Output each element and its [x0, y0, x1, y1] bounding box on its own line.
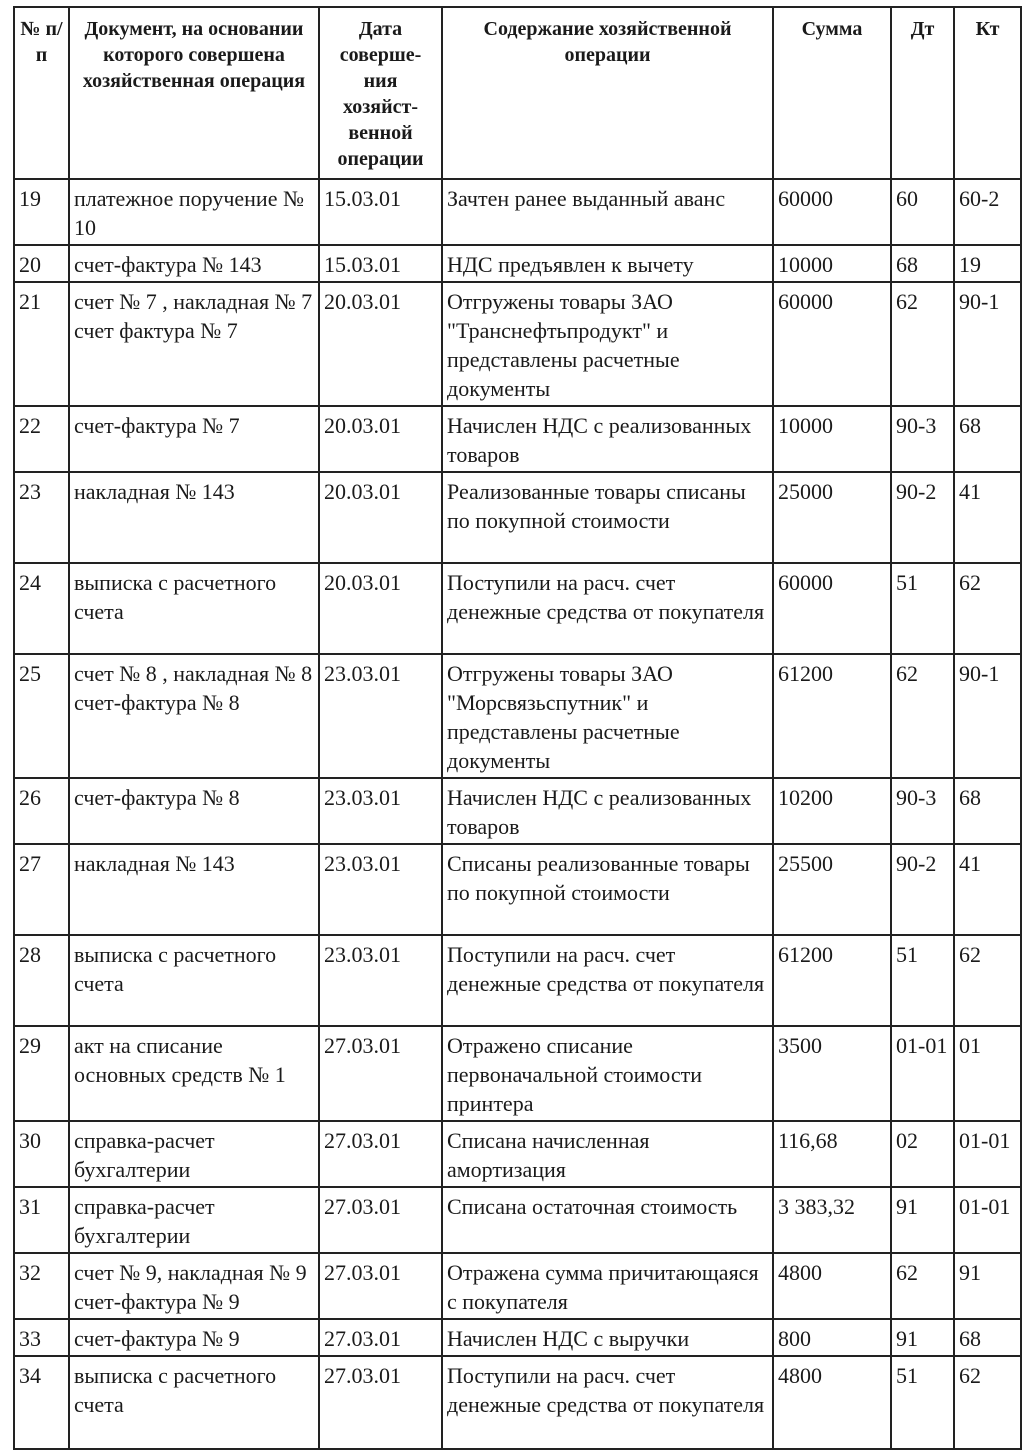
cell-document: акт на списание основных средств № 1 — [69, 1026, 319, 1121]
cell-document: накладная № 143 — [69, 844, 319, 935]
cell-sum: 60000 — [773, 282, 891, 406]
cell-document: справка-расчет бухгалтерии — [69, 1187, 319, 1253]
cell-document: счет № 8 , накладная № 8 счет-фактура № 8 — [69, 654, 319, 778]
cell-dt: 68 — [891, 245, 954, 282]
cell-content: Списана начисленная амортизация — [442, 1121, 773, 1187]
cell-document: выписка с расчетного счета — [69, 935, 319, 1026]
cell-date: 20.03.01 — [319, 472, 442, 563]
cell-dt: 91 — [891, 1319, 954, 1356]
cell-content: Начислен НДС с выручки — [442, 1319, 773, 1356]
table-row — [14, 179, 1021, 245]
cell-content: Зачтен ранее выданный аванс — [442, 179, 773, 245]
cell-num: 27 — [14, 844, 69, 935]
cell-sum: 60000 — [773, 563, 891, 654]
cell-kt: 68 — [954, 406, 1021, 472]
cell-date: 20.03.01 — [319, 406, 442, 472]
cell-dt: 90-2 — [891, 844, 954, 935]
table-body — [14, 179, 1021, 1449]
cell-date: 20.03.01 — [319, 563, 442, 654]
cell-content: Поступили на расч. счет денежные средства от покупателя — [442, 935, 773, 1026]
cell-dt: 51 — [891, 563, 954, 654]
cell-content: Отгружены товары ЗАО "Транснефтьпродукт" и представлены расчетные документы — [442, 282, 773, 406]
cell-date: 23.03.01 — [319, 844, 442, 935]
cell-sum: 4800 — [773, 1356, 891, 1449]
table-row — [14, 245, 1021, 282]
table-row — [14, 654, 1021, 778]
table-row — [14, 778, 1021, 844]
cell-date: 27.03.01 — [319, 1121, 442, 1187]
header-document: Документ, на основании которого совершена хозяйственная операция — [69, 7, 319, 179]
cell-num: 26 — [14, 778, 69, 844]
cell-sum: 3500 — [773, 1026, 891, 1121]
header-kt: Кт — [954, 7, 1021, 179]
cell-dt: 60 — [891, 179, 954, 245]
cell-sum: 60000 — [773, 179, 891, 245]
cell-num: 25 — [14, 654, 69, 778]
cell-kt: 41 — [954, 472, 1021, 563]
cell-document: счет-фактура № 8 — [69, 778, 319, 844]
cell-content: Начислен НДС с реализованных товаров — [442, 406, 773, 472]
cell-kt: 62 — [954, 1356, 1021, 1449]
cell-num: 29 — [14, 1026, 69, 1121]
table-row — [14, 563, 1021, 654]
table-row — [14, 1356, 1021, 1449]
header-row — [14, 7, 1021, 179]
cell-dt: 90-3 — [891, 406, 954, 472]
cell-content: Поступили на расч. счет денежные средства от покупателя — [442, 563, 773, 654]
journal-table — [13, 6, 1022, 1450]
cell-dt: 51 — [891, 935, 954, 1026]
cell-num: 34 — [14, 1356, 69, 1449]
cell-kt: 90-1 — [954, 282, 1021, 406]
cell-sum: 25500 — [773, 844, 891, 935]
cell-document: выписка с расчетного счета — [69, 563, 319, 654]
cell-content: Реализованные товары списаны по покупной стоимости — [442, 472, 773, 563]
cell-date: 15.03.01 — [319, 179, 442, 245]
cell-content: НДС предъявлен к вычету — [442, 245, 773, 282]
cell-kt: 01-01 — [954, 1187, 1021, 1253]
cell-dt: 62 — [891, 282, 954, 406]
cell-dt: 90-2 — [891, 472, 954, 563]
cell-document: счет-фактура № 9 — [69, 1319, 319, 1356]
cell-date: 27.03.01 — [319, 1187, 442, 1253]
cell-dt: 02 — [891, 1121, 954, 1187]
cell-dt: 62 — [891, 1253, 954, 1319]
cell-document: справка-расчет бухгалтерии — [69, 1121, 319, 1187]
table-row — [14, 406, 1021, 472]
table-row — [14, 1121, 1021, 1187]
cell-kt: 62 — [954, 563, 1021, 654]
cell-content: Начислен НДС с реализованных товаров — [442, 778, 773, 844]
cell-document: счет-фактура № 7 — [69, 406, 319, 472]
cell-sum: 25000 — [773, 472, 891, 563]
table-row — [14, 1187, 1021, 1253]
cell-document: счет-фактура № 143 — [69, 245, 319, 282]
cell-sum: 116,68 — [773, 1121, 891, 1187]
cell-date: 27.03.01 — [319, 1026, 442, 1121]
cell-document: счет № 9, накладная № 9 счет-фактура № 9 — [69, 1253, 319, 1319]
cell-document: выписка с расчетного счета — [69, 1356, 319, 1449]
table-row — [14, 844, 1021, 935]
cell-content: Списана остаточная стоимость — [442, 1187, 773, 1253]
cell-dt: 01-01 — [891, 1026, 954, 1121]
cell-num: 33 — [14, 1319, 69, 1356]
table-row — [14, 1253, 1021, 1319]
cell-date: 27.03.01 — [319, 1356, 442, 1449]
cell-num: 24 — [14, 563, 69, 654]
table-row — [14, 472, 1021, 563]
cell-dt: 51 — [891, 1356, 954, 1449]
cell-date: 27.03.01 — [319, 1319, 442, 1356]
cell-date: 20.03.01 — [319, 282, 442, 406]
header-num: № п/п — [14, 7, 69, 179]
cell-content: Отражена сумма причитающаяся с покупателя — [442, 1253, 773, 1319]
cell-kt: 41 — [954, 844, 1021, 935]
cell-content: Списаны реализованные товары по покупной стоимости — [442, 844, 773, 935]
table-row — [14, 282, 1021, 406]
table-header — [14, 7, 1021, 179]
cell-dt: 91 — [891, 1187, 954, 1253]
cell-document: счет № 7 , накладная № 7 счет фактура № 7 — [69, 282, 319, 406]
cell-date: 23.03.01 — [319, 935, 442, 1026]
cell-dt: 90-3 — [891, 778, 954, 844]
cell-document: платежное поручение № 10 — [69, 179, 319, 245]
cell-num: 30 — [14, 1121, 69, 1187]
cell-kt: 68 — [954, 778, 1021, 844]
table-row — [14, 1026, 1021, 1121]
cell-content: Поступили на расч. счет денежные средства от покупателя — [442, 1356, 773, 1449]
cell-num: 28 — [14, 935, 69, 1026]
cell-document: накладная № 143 — [69, 472, 319, 563]
cell-sum: 4800 — [773, 1253, 891, 1319]
cell-kt: 90-1 — [954, 654, 1021, 778]
cell-kt: 01 — [954, 1026, 1021, 1121]
header-date: Дата соверше-ния хозяйст-венной операции — [319, 7, 442, 179]
cell-kt: 62 — [954, 935, 1021, 1026]
cell-date: 23.03.01 — [319, 778, 442, 844]
cell-kt: 19 — [954, 245, 1021, 282]
cell-sum: 61200 — [773, 654, 891, 778]
cell-date: 15.03.01 — [319, 245, 442, 282]
cell-sum: 10000 — [773, 245, 891, 282]
cell-num: 23 — [14, 472, 69, 563]
cell-num: 22 — [14, 406, 69, 472]
cell-date: 27.03.01 — [319, 1253, 442, 1319]
cell-sum: 3 383,32 — [773, 1187, 891, 1253]
cell-kt: 01-01 — [954, 1121, 1021, 1187]
cell-sum: 10200 — [773, 778, 891, 844]
header-dt: Дт — [891, 7, 954, 179]
table-row — [14, 1319, 1021, 1356]
cell-dt: 62 — [891, 654, 954, 778]
cell-kt: 91 — [954, 1253, 1021, 1319]
cell-num: 21 — [14, 282, 69, 406]
cell-num: 32 — [14, 1253, 69, 1319]
cell-num: 20 — [14, 245, 69, 282]
table-row — [14, 935, 1021, 1026]
cell-kt: 60-2 — [954, 179, 1021, 245]
cell-num: 31 — [14, 1187, 69, 1253]
cell-sum: 61200 — [773, 935, 891, 1026]
cell-date: 23.03.01 — [319, 654, 442, 778]
header-content: Содержание хозяйственной операции — [442, 7, 773, 179]
cell-sum: 800 — [773, 1319, 891, 1356]
cell-kt: 68 — [954, 1319, 1021, 1356]
cell-num: 19 — [14, 179, 69, 245]
cell-content: Отражено списание первоначальной стоимости принтера — [442, 1026, 773, 1121]
cell-content: Отгружены товары ЗАО "Морсвязьспутник" и представлены расчетные документы — [442, 654, 773, 778]
cell-sum: 10000 — [773, 406, 891, 472]
header-sum: Сумма — [773, 7, 891, 179]
